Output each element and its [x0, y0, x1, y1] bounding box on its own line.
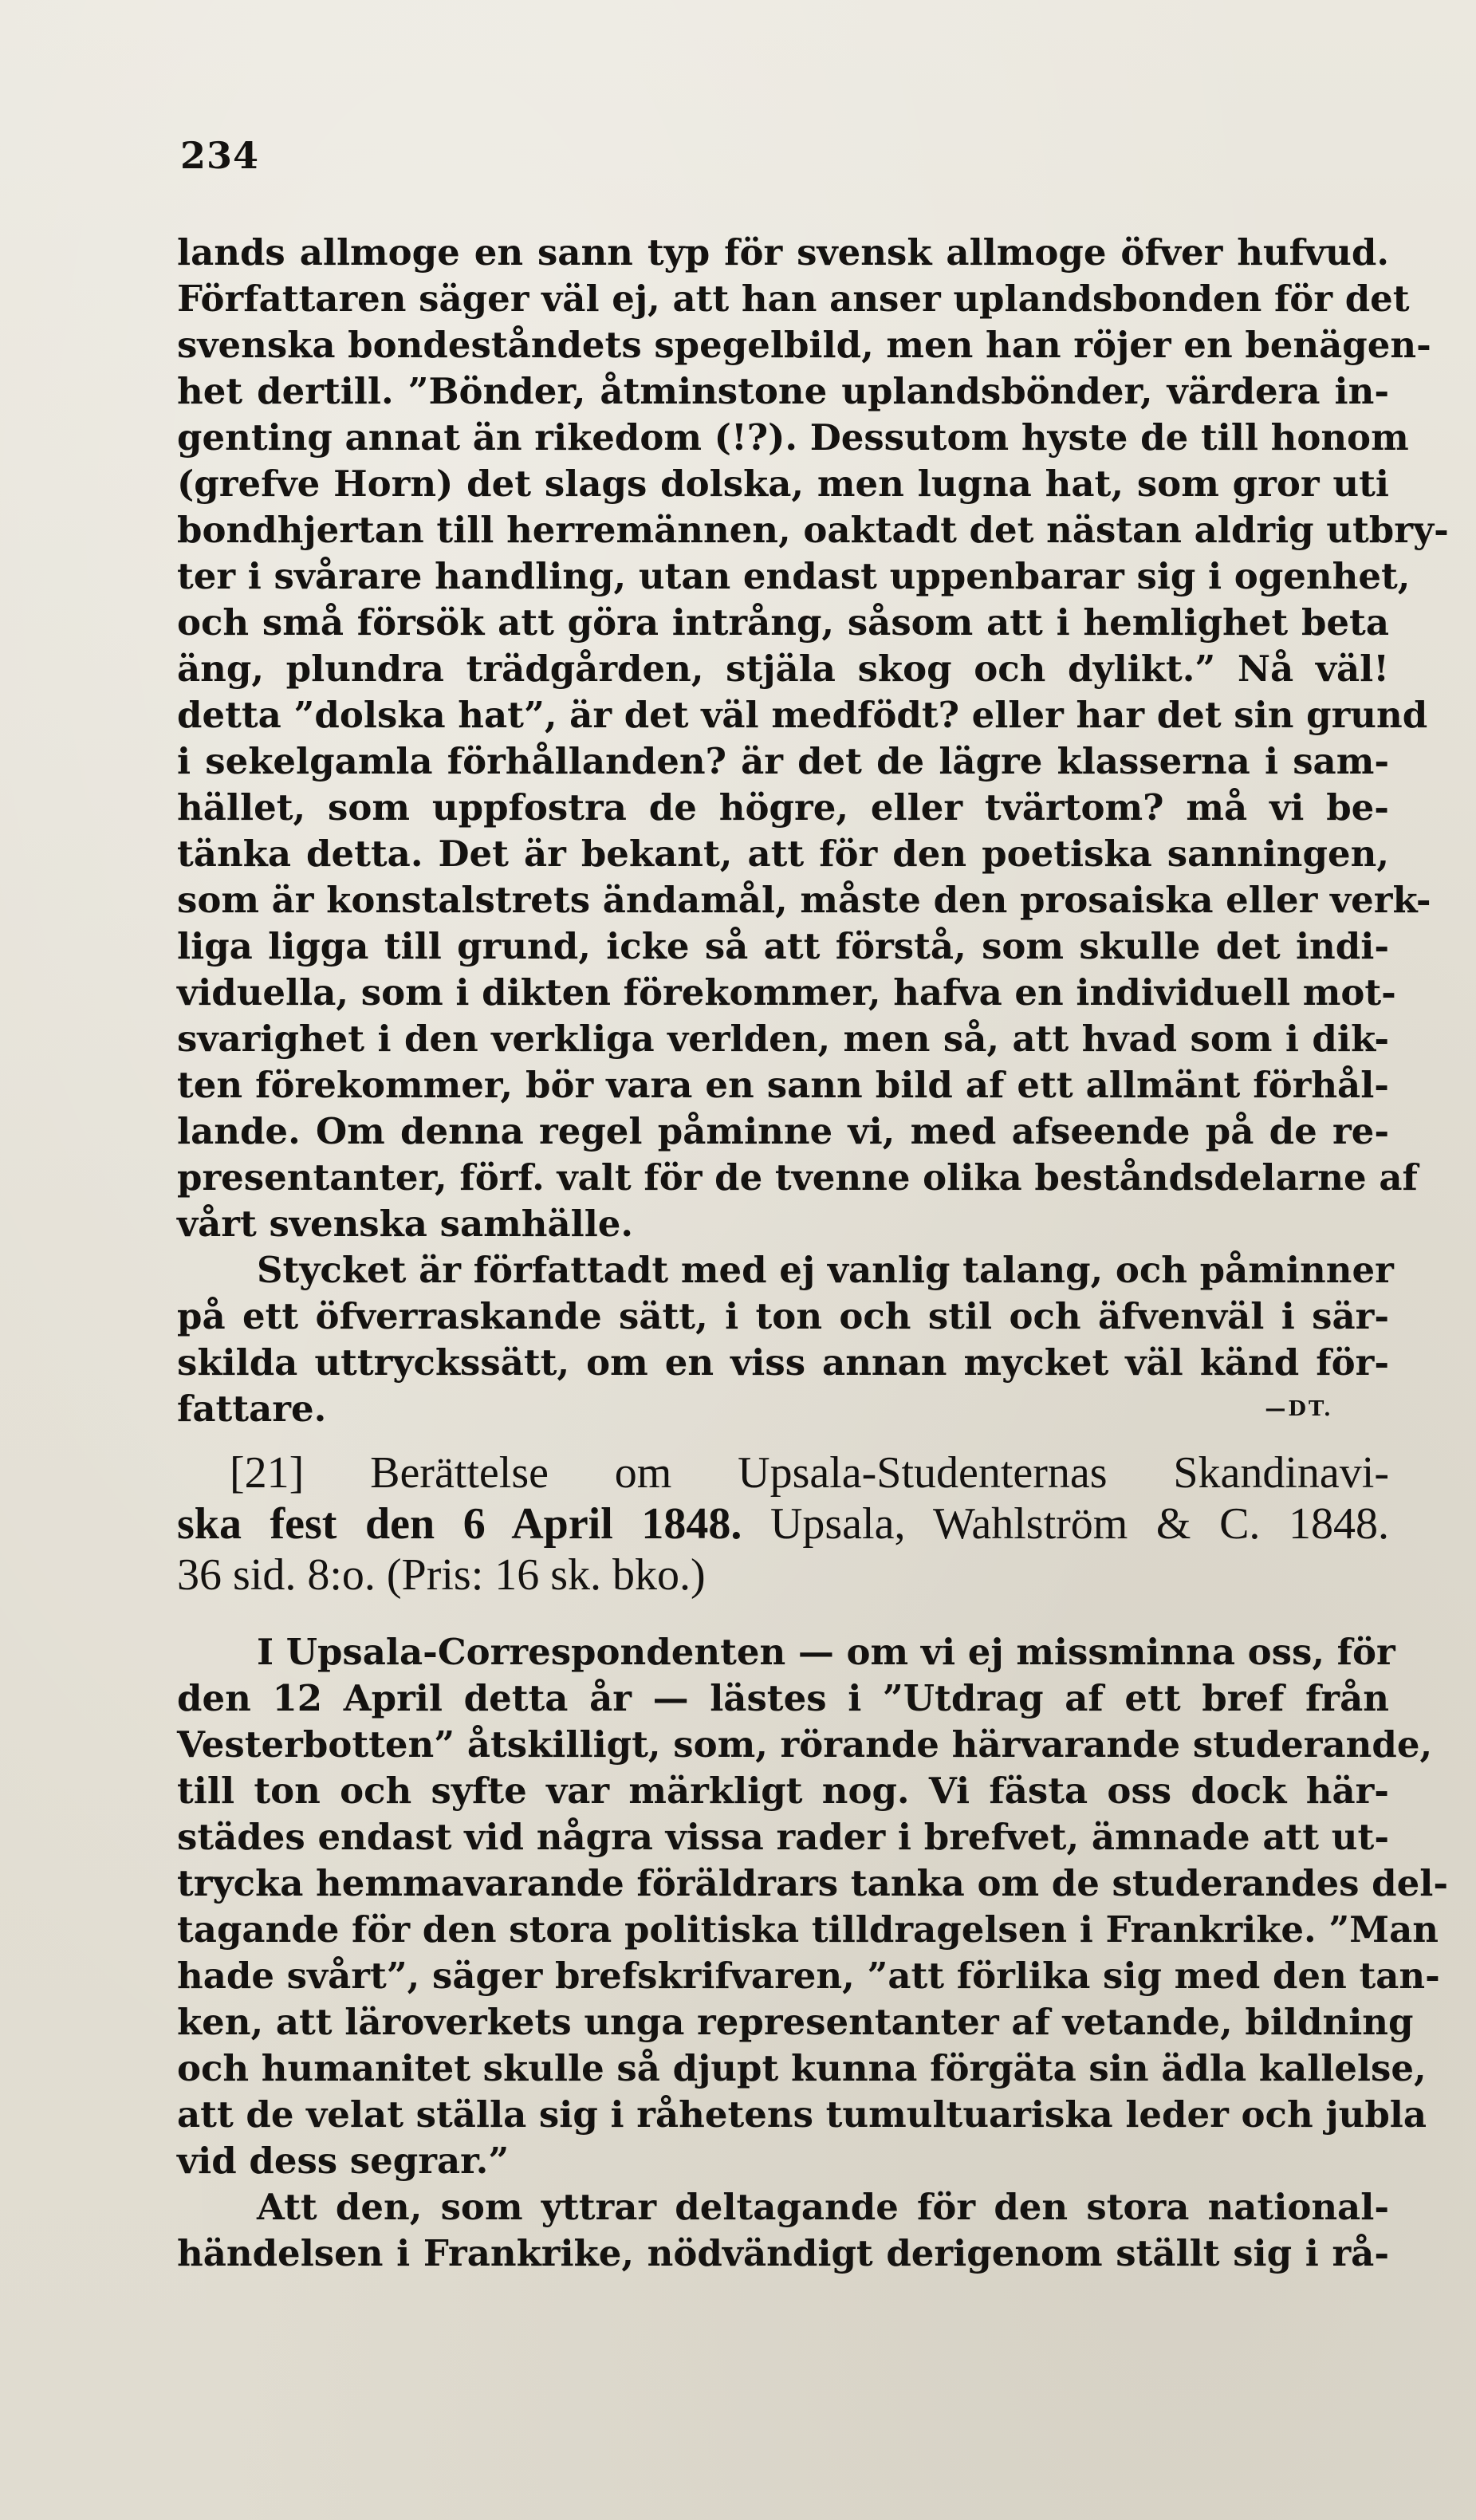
text-line: I Upsala-Correspondenten — om vi ej missminna oss, för — [257, 1631, 1395, 1673]
page-number: 234 — [180, 134, 260, 177]
text-line: hället, som uppfostra de högre, eller tvärtom? må vi be- — [177, 786, 1389, 829]
text-line: fattare. — [177, 1388, 327, 1430]
text-line: och små försök att göra intrång, såsom att i hemlighet beta — [177, 601, 1389, 644]
text-line: hade svårt”, säger brefskrifvaren, ”att förlika sig med den tan- — [177, 1955, 1440, 1997]
text-line: detta ”dolska hat”, är det väl medfödt? eller har det sin grund — [177, 694, 1428, 736]
text-line: Författaren säger väl ej, att han anser uplandsbonden för det — [177, 278, 1410, 320]
text-line: i sekelgamla förhållanden? är det de lägre klasserna i sam- — [177, 740, 1389, 782]
text-line: att de velat ställa sig i råhetens tumultuariska leder och jubla — [177, 2093, 1427, 2136]
text-line: som är konstalstrets ändamål, måste den prosaiska eller verk- — [177, 879, 1431, 921]
review-top-text — [177, 230, 1449, 1432]
text-line: (grefve Horn) det slags dolska, men lugna hat, som gror uti — [177, 463, 1389, 505]
entry-publisher: Upsala, Wahlström & C. 1848. — [742, 1499, 1389, 1549]
text-line: presentanter, förf. valt för de tvenne olika beståndsdelarne af — [177, 1156, 1418, 1199]
text-line: Stycket är författadt med ej vanlig talang, och påminner — [257, 1249, 1394, 1291]
text-line: ken, att läroverkets unga representanter af vetande, bildning — [177, 2001, 1414, 2043]
reviewer-signature: —DT. — [1265, 1397, 1333, 1421]
text-line: på ett öfverraskande sätt, i ton och stil och äfvenväl i sär- — [177, 1295, 1389, 1337]
text-line: bondhjertan till herremännen, oaktadt det nästan aldrig utbry- — [177, 509, 1449, 551]
text-line: vid dess segrar.” — [177, 2140, 510, 2182]
text-line: tänka detta. Det är bekant, att för den poetiska sanningen, — [177, 833, 1389, 875]
text-line: viduella, som i dikten förekommer, hafva en individuell mot- — [177, 971, 1396, 1014]
text-line: trycka hemmavarande föräldrars tanka om de studerandes del- — [177, 1862, 1449, 1904]
text-line: äng, plundra trädgården, stjäla skog och dylikt.” Nå väl! — [177, 648, 1389, 690]
text-line: svenska bondeståndets spegelbild, men han röjer en benägen- — [177, 324, 1431, 366]
text-line: lande. Om denna regel påminne vi, med afseende på de re- — [177, 1110, 1389, 1152]
text-line: städes endast vid några vissa rader i brefvet, ämnade att ut- — [177, 1816, 1389, 1858]
entry-title-line: [21] Berättelse om Upsala-Studenternas Skandinavi- — [230, 1448, 1389, 1498]
text-line: svarighet i den verkliga verlden, men så, att hvad som i dik- — [177, 1018, 1389, 1060]
text-line: liga ligga till grund, icke så att förstå, som skulle det indi- — [177, 925, 1389, 967]
text-line: lands allmoge en sann typ för svensk allmoge öfver hufvud. — [177, 231, 1389, 274]
entry-title-line — [177, 1498, 1389, 1549]
closing-line — [177, 1386, 1389, 1432]
text-line: ter i svårare handling, utan endast uppenbarar sig i ogenhet, — [177, 555, 1411, 597]
review-bottom-text — [177, 1629, 1449, 2277]
text-line: och humanitet skulle så djupt kunna förgäta sin ädla kallelse, — [177, 2047, 1427, 2089]
text-line: Vesterbotten” åtskilligt, som, rörande härvarande studerande, — [177, 1723, 1433, 1766]
text-line: till ton och syfte var märkligt nog. Vi fästa oss dock här- — [177, 1770, 1389, 1812]
text-line: Att den, som yttrar deltagande för den stora national- — [257, 2186, 1389, 2228]
entry-heading — [177, 1447, 1389, 1601]
entry-title-date: ska fest den 6 April 1848. — [177, 1499, 742, 1549]
text-line: den 12 April detta år — lästes i ”Utdrag af ett bref från — [177, 1677, 1389, 1719]
text-line: händelsen i Frankrike, nödvändigt derigenom ställt sig i rå- — [177, 2232, 1389, 2274]
entry-price-line: 36 sid. 8:o. (Pris: 16 sk. bko.) — [177, 1550, 706, 1600]
text-line: tagande för den stora politiska tilldragelsen i Frankrike. ”Man — [177, 1908, 1439, 1951]
text-line: vårt svenska samhälle. — [177, 1203, 634, 1245]
text-line: het dertill. ”Bönder, åtminstone uplandsbönder, värdera in- — [177, 370, 1389, 412]
text-line: skilda uttryckssätt, om en viss annan mycket väl känd för- — [177, 1341, 1389, 1384]
text-line: ten förekommer, bör vara en sann bild af ett allmänt förhål- — [177, 1064, 1389, 1106]
text-line: genting annat än rikedom (!?). Dessutom hyste de till honom — [177, 416, 1409, 459]
